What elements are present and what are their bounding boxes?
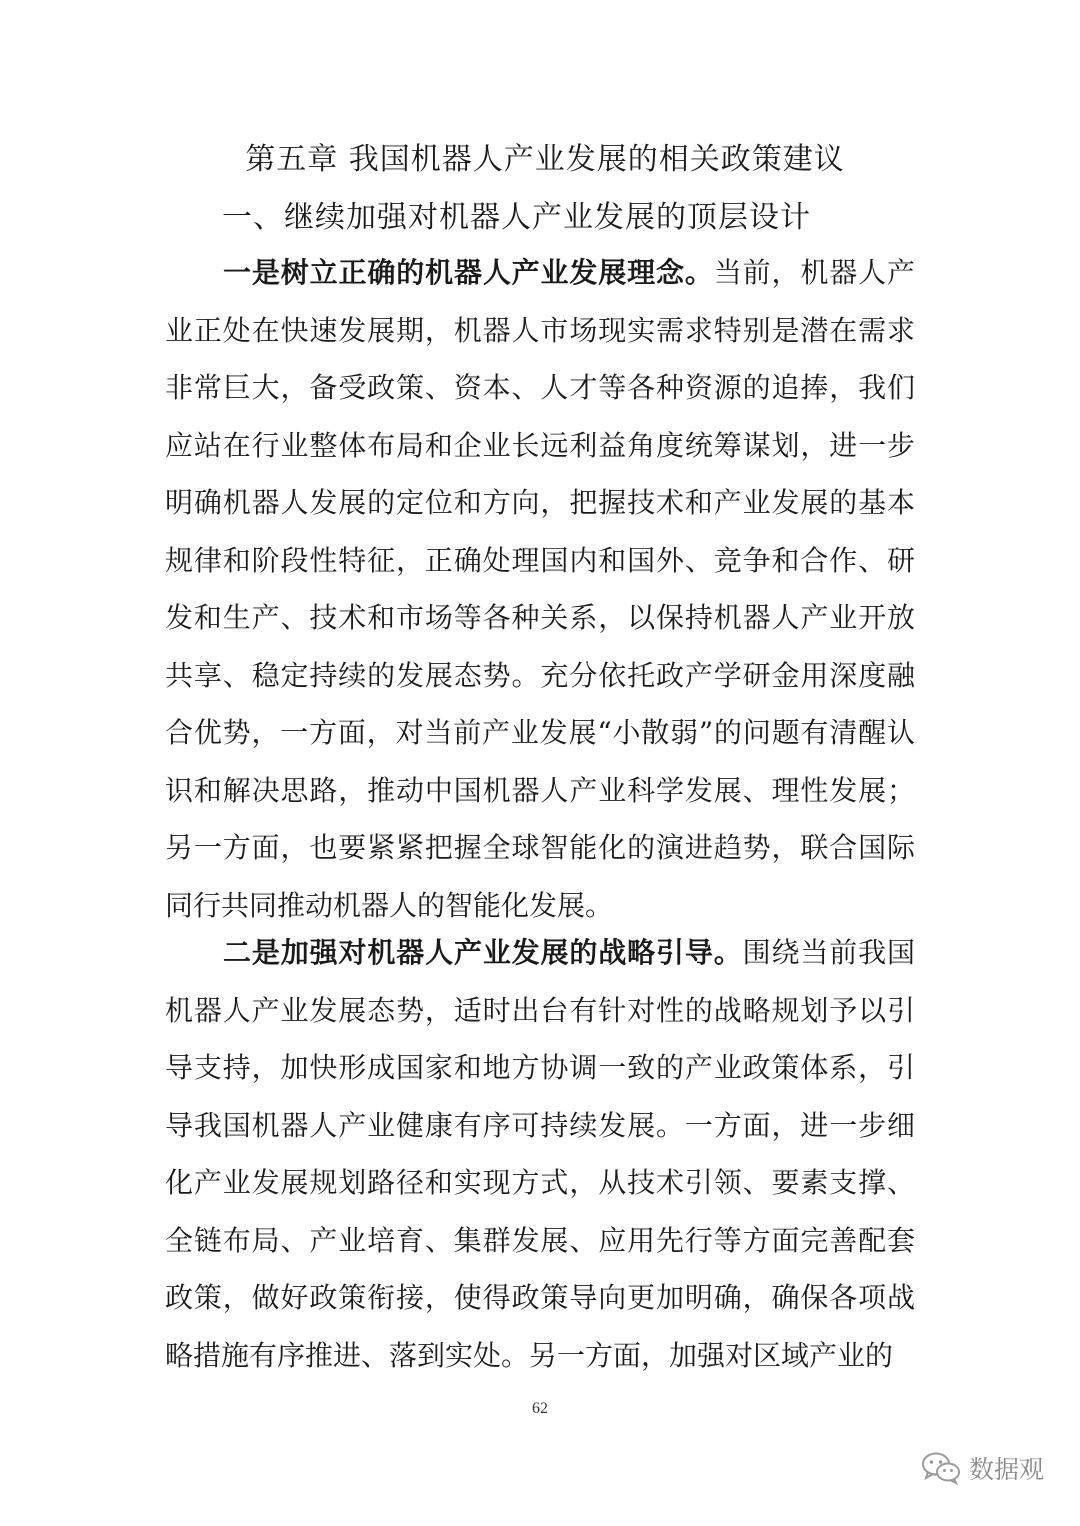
watermark <box>921 1450 1044 1486</box>
chapter-title: 第五章 我国机器人产业发展的相关政策建议 <box>245 142 845 177</box>
paragraph-1 <box>165 244 915 934</box>
paragraph-1-lead: 一是树立正确的机器人产业发展理念。 <box>223 256 714 289</box>
paragraph-2 <box>165 924 915 1384</box>
page-number: 62 <box>532 1400 548 1417</box>
paragraph-1-body: 当前，机器人产业正处在快速发展期，机器人市场现实需求特别是潜在需求非常巨大，备受政策、资本、人才等各种资源的追捧，我们应站在行业整体布局和企业长远利益角度统筹谋划，进一步明确机器人发展的定位和方向，把握技术和产业发展的基本规律和阶段性特征，正确处理国内和国外、竞争和合作、研发和生产、技术和市场等各种关系，以保持机器人产业开放共享、稳定持续的发展态势。充分依托政产学研金用深度融合优势，一方面，对当前产业发展“小散弱”的问题有清醒认识和解决思路，推动中国机器人产业科学发展、理性发展；另一方面，也要紧紧把握全球智能化的演进趋势，联合国际同行共同推动机器人的智能化发展。 <box>165 256 915 922</box>
watermark-text: 数据观 <box>968 1455 1044 1484</box>
wechat-icon <box>921 1451 961 1485</box>
paragraph-2-body: 围绕当前我国机器人产业发展态势，适时出台有针对性的战略规划予以引导支持，加快形成国家和地方协调一致的产业政策体系，引导我国机器人产业健康有序可持续发展。一方面，进一步细化产业发展规划路径和实现方式，从技术引领、要素支撑、全链布局、产业培育、集群发展、应用先行等方面完善配套政策，做好政策衔接，使得政策导向更加明确，确保各项战略措施有序推进、落到实处。另一方面，加强对区域产业的 <box>165 936 915 1372</box>
section-title: 一、继续加强对机器人产业发展的顶层设计 <box>222 200 811 235</box>
paragraph-2-lead: 二是加强对机器人产业发展的战略引导。 <box>223 936 743 969</box>
